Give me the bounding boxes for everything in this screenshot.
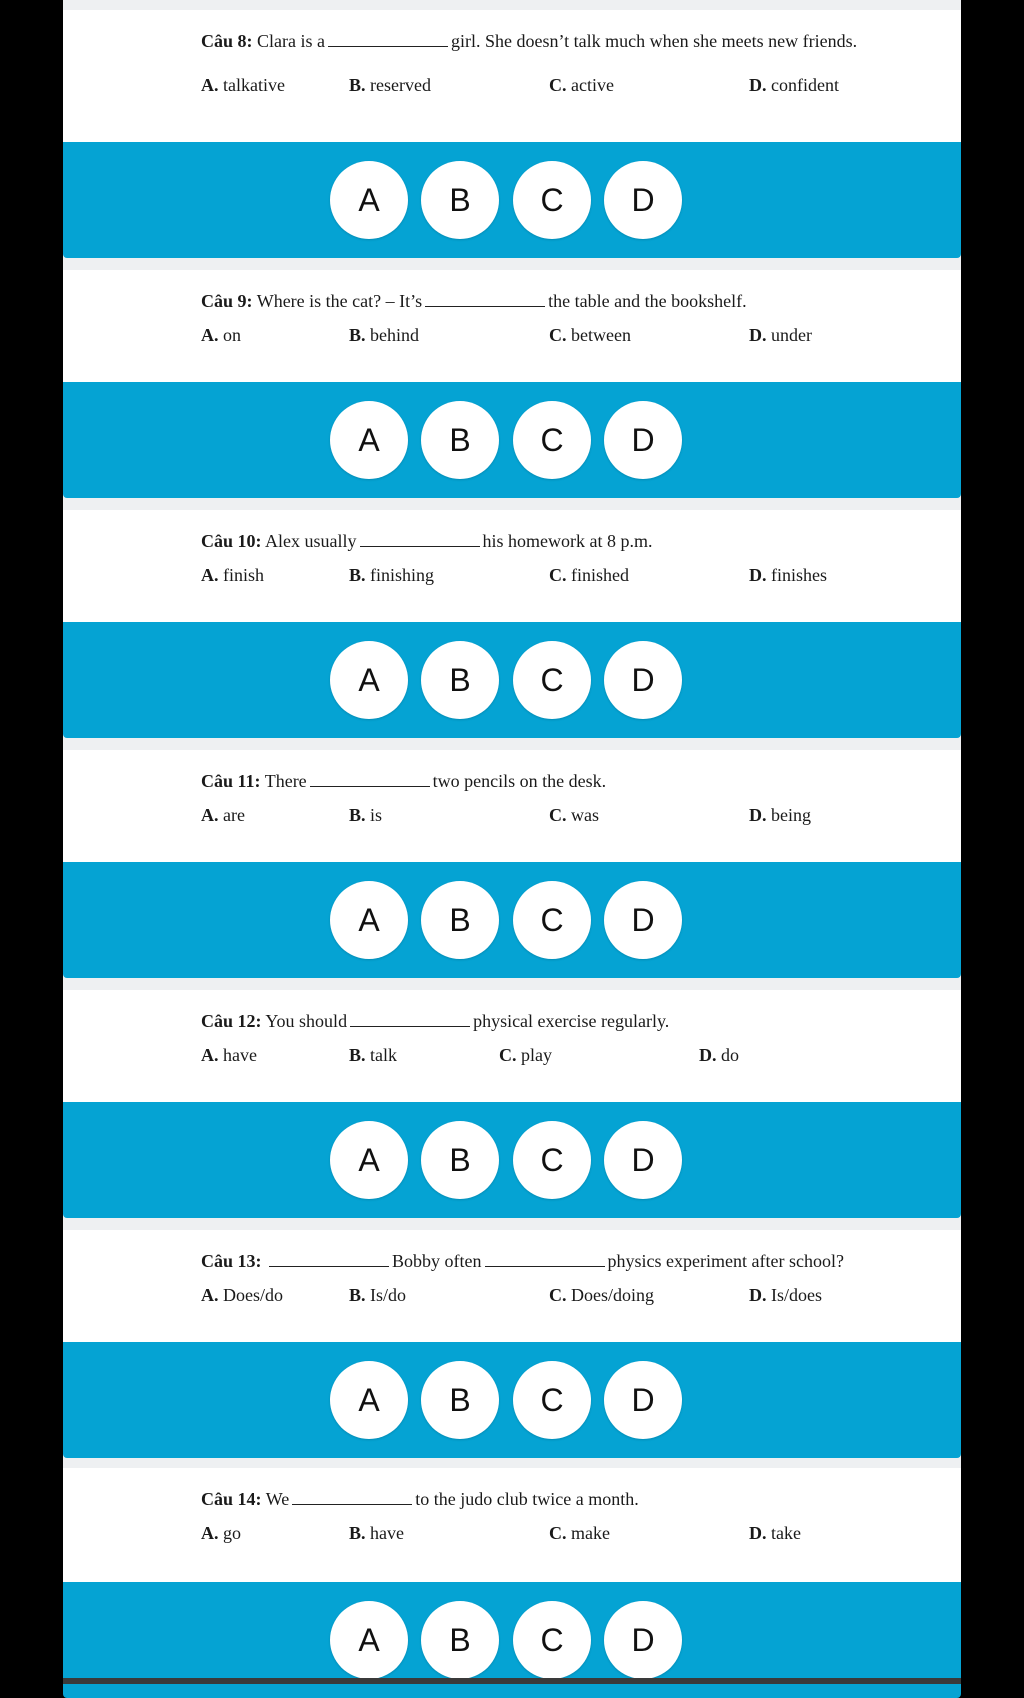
- option-a: [201, 1522, 241, 1544]
- answer-button-b[interactable]: B: [421, 1601, 499, 1679]
- answer-blank: [425, 292, 545, 307]
- option-text: are: [223, 805, 245, 825]
- answer-button-a[interactable]: A: [330, 401, 408, 479]
- answer-blank: [328, 32, 448, 47]
- option-d: [749, 564, 827, 586]
- option-letter: C.: [549, 805, 567, 825]
- question-card: [63, 510, 961, 640]
- option-b: [349, 324, 419, 346]
- question-text: [201, 1010, 881, 1032]
- question-text: [201, 30, 881, 52]
- question-card: [63, 1230, 961, 1360]
- options-row: [201, 1044, 901, 1066]
- option-letter: D.: [749, 325, 767, 345]
- question-fragment: We: [265, 1489, 290, 1509]
- question-fragment: physics experiment after school?: [607, 1251, 844, 1271]
- option-text: talkative: [223, 75, 285, 95]
- option-b: [349, 74, 431, 96]
- option-letter: D.: [749, 805, 767, 825]
- option-text: was: [571, 805, 599, 825]
- option-text: is: [370, 805, 383, 825]
- option-text: on: [223, 325, 241, 345]
- answer-button-c[interactable]: C: [513, 161, 591, 239]
- option-a: [201, 324, 241, 346]
- option-letter: D.: [749, 565, 767, 585]
- question-number: Câu 12:: [201, 1011, 262, 1031]
- answer-button-c[interactable]: C: [513, 641, 591, 719]
- option-d: [749, 1284, 822, 1306]
- option-text: play: [521, 1045, 552, 1065]
- option-letter: B.: [349, 1285, 366, 1305]
- answer-button-c[interactable]: C: [513, 401, 591, 479]
- option-c: [549, 1522, 610, 1544]
- answer-blank: [269, 1252, 389, 1267]
- option-letter: C.: [549, 1285, 567, 1305]
- question-fragment: his homework at 8 p.m.: [482, 531, 653, 551]
- answer-button-b[interactable]: B: [421, 161, 499, 239]
- question-number: Câu 14:: [201, 1489, 262, 1509]
- option-d: [749, 324, 812, 346]
- option-c: [549, 564, 629, 586]
- option-letter: B.: [349, 75, 366, 95]
- question-text: [201, 770, 881, 792]
- option-a: [201, 564, 264, 586]
- option-letter: B.: [349, 805, 366, 825]
- option-c: [549, 804, 599, 826]
- options-row: [201, 74, 901, 96]
- option-d: [749, 1522, 801, 1544]
- question-fragment: There: [264, 771, 307, 791]
- option-letter: C.: [549, 1523, 567, 1543]
- option-text: have: [370, 1523, 404, 1543]
- option-d: [699, 1044, 739, 1066]
- question-fragment: Clara is a: [257, 31, 325, 51]
- answer-button-d[interactable]: D: [604, 881, 682, 959]
- option-letter: C.: [499, 1045, 517, 1065]
- question-fragment: Where is the cat? – It’s: [256, 291, 423, 311]
- question-card: [63, 990, 961, 1120]
- answer-button-a[interactable]: A: [330, 1121, 408, 1199]
- option-text: behind: [370, 325, 420, 345]
- question-number: Câu 9:: [201, 291, 253, 311]
- quiz-page: [63, 0, 961, 1684]
- option-letter: D.: [749, 1523, 767, 1543]
- option-b: [349, 804, 382, 826]
- answer-button-c[interactable]: C: [513, 1601, 591, 1679]
- option-text: finished: [571, 565, 629, 585]
- answer-button-c[interactable]: C: [513, 881, 591, 959]
- option-text: finishing: [370, 565, 435, 585]
- option-letter: A.: [201, 75, 219, 95]
- question-fragment: Bobby often: [392, 1251, 482, 1271]
- answer-button-a[interactable]: A: [330, 161, 408, 239]
- option-letter: B.: [349, 565, 366, 585]
- answer-button-d[interactable]: D: [604, 1361, 682, 1439]
- question-text: [201, 530, 881, 552]
- option-letter: A.: [201, 1045, 219, 1065]
- options-row: [201, 564, 901, 586]
- question-card: [63, 10, 961, 142]
- option-letter: A.: [201, 805, 219, 825]
- option-c: [549, 324, 631, 346]
- answer-blank: [350, 1012, 470, 1027]
- option-text: do: [721, 1045, 739, 1065]
- question-number: Câu 11:: [201, 771, 261, 791]
- answer-band: [63, 1342, 961, 1458]
- answer-button-a[interactable]: A: [330, 1361, 408, 1439]
- option-letter: C.: [549, 325, 567, 345]
- question-fragment: You should: [265, 1011, 348, 1031]
- question-number: Câu 10:: [201, 531, 262, 551]
- option-text: active: [571, 75, 614, 95]
- answer-button-b[interactable]: B: [421, 1361, 499, 1439]
- option-text: being: [771, 805, 811, 825]
- answer-button-d[interactable]: D: [604, 161, 682, 239]
- options-row: [201, 1284, 901, 1306]
- option-text: reserved: [370, 75, 431, 95]
- option-text: Does/doing: [571, 1285, 654, 1305]
- option-a: [201, 1044, 257, 1066]
- question-fragment: physical exercise regularly.: [473, 1011, 670, 1031]
- option-letter: B.: [349, 1045, 366, 1065]
- question-card: [63, 270, 961, 400]
- option-text: go: [223, 1523, 241, 1543]
- option-b: [349, 1044, 397, 1066]
- question-fragment: to the judo club twice a month.: [415, 1489, 639, 1509]
- question-fragment: Alex usually: [265, 531, 357, 551]
- option-text: take: [771, 1523, 801, 1543]
- option-letter: C.: [549, 565, 567, 585]
- answer-blank: [292, 1490, 412, 1505]
- option-letter: A.: [201, 1285, 219, 1305]
- answer-button-a[interactable]: A: [330, 641, 408, 719]
- option-a: [201, 1284, 283, 1306]
- answer-button-c[interactable]: C: [513, 1361, 591, 1439]
- answer-button-b[interactable]: B: [421, 641, 499, 719]
- option-text: have: [223, 1045, 257, 1065]
- option-letter: D.: [749, 75, 767, 95]
- option-c: [549, 74, 614, 96]
- bottom-bar: [63, 1678, 961, 1684]
- option-text: confident: [771, 75, 839, 95]
- option-text: finish: [223, 565, 265, 585]
- question-text: [201, 290, 881, 312]
- answer-band: [63, 382, 961, 498]
- answer-button-d[interactable]: D: [604, 1121, 682, 1199]
- option-text: between: [571, 325, 631, 345]
- answer-band: [63, 142, 961, 258]
- option-text: Does/do: [223, 1285, 283, 1305]
- option-a: [201, 804, 245, 826]
- question-card: [63, 1468, 961, 1598]
- option-text: Is/does: [771, 1285, 822, 1305]
- option-a: [201, 74, 285, 96]
- question-number: Câu 13:: [201, 1251, 262, 1271]
- question-card: [63, 750, 961, 880]
- option-text: Is/do: [370, 1285, 407, 1305]
- option-letter: A.: [201, 565, 219, 585]
- option-letter: D.: [749, 1285, 767, 1305]
- answer-button-a[interactable]: A: [330, 1601, 408, 1679]
- answer-blank: [360, 532, 480, 547]
- answer-button-b[interactable]: B: [421, 1121, 499, 1199]
- option-c: [499, 1044, 552, 1066]
- options-row: [201, 324, 901, 346]
- option-d: [749, 804, 811, 826]
- option-letter: D.: [699, 1045, 717, 1065]
- options-row: [201, 804, 901, 826]
- answer-blank: [485, 1252, 605, 1267]
- option-text: under: [771, 325, 812, 345]
- option-letter: A.: [201, 325, 219, 345]
- answer-band: [63, 862, 961, 978]
- answer-button-d[interactable]: D: [604, 401, 682, 479]
- option-d: [749, 74, 839, 96]
- option-letter: B.: [349, 325, 366, 345]
- option-text: finishes: [771, 565, 827, 585]
- option-text: talk: [370, 1045, 398, 1065]
- answer-band: [63, 622, 961, 738]
- option-b: [349, 564, 434, 586]
- option-c: [549, 1284, 654, 1306]
- option-letter: C.: [549, 75, 567, 95]
- answer-button-b[interactable]: B: [421, 401, 499, 479]
- answer-button-d[interactable]: D: [604, 1601, 682, 1679]
- answer-blank: [310, 772, 430, 787]
- question-fragment: two pencils on the desk.: [432, 771, 607, 791]
- answer-button-d[interactable]: D: [604, 641, 682, 719]
- question-number: Câu 8:: [201, 31, 253, 51]
- option-b: [349, 1522, 404, 1544]
- question-fragment: the table and the bookshelf.: [548, 291, 747, 311]
- answer-button-a[interactable]: A: [330, 881, 408, 959]
- option-b: [349, 1284, 406, 1306]
- option-letter: A.: [201, 1523, 219, 1543]
- answer-band: [63, 1102, 961, 1218]
- answer-button-b[interactable]: B: [421, 881, 499, 959]
- question-text: [201, 1250, 881, 1272]
- option-letter: B.: [349, 1523, 366, 1543]
- question-text: [201, 1488, 881, 1510]
- answer-button-c[interactable]: C: [513, 1121, 591, 1199]
- option-text: make: [571, 1523, 610, 1543]
- options-row: [201, 1522, 901, 1544]
- question-fragment: girl. She doesn’t talk much when she meets new friends.: [451, 31, 858, 51]
